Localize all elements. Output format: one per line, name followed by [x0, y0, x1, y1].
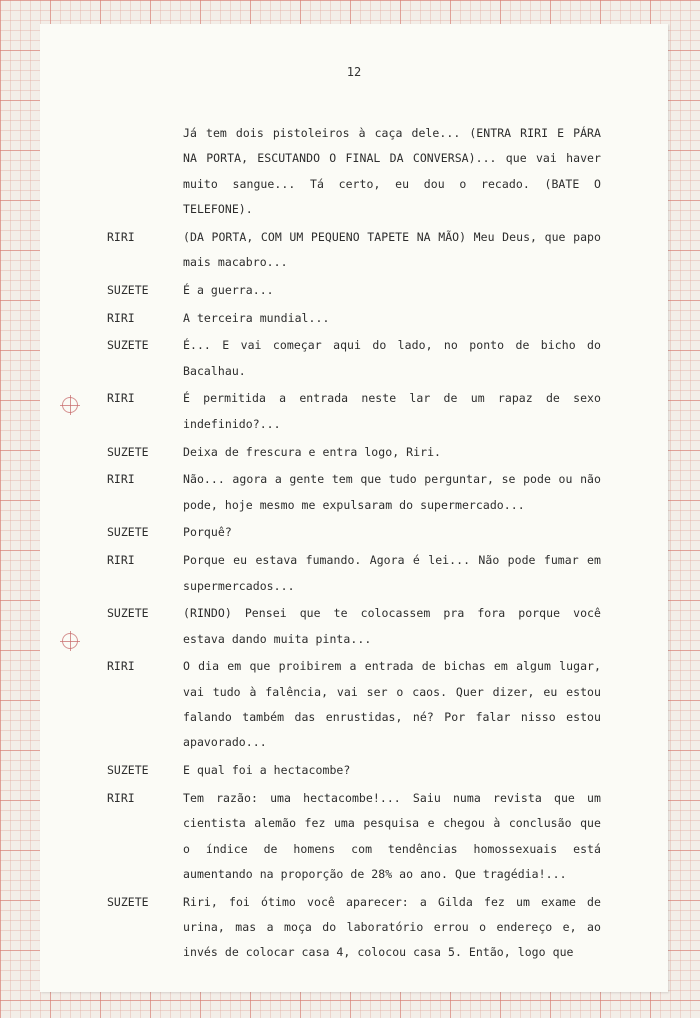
script-dialogue	[40, 121, 668, 966]
speech-text: A terceira mundial...	[183, 310, 330, 325]
speaker-name: RIRI	[107, 553, 135, 568]
speech-text: O dia em que proibirem a entrada de bichas em algum lugar, vai tudo à falência, vai ser o caos. Quer dizer, eu estou falando também das enrustidas, né? Por falar nisso estou apavorado...	[183, 659, 601, 750]
registration-mark-icon	[62, 397, 78, 413]
speech-text: (RINDO) Pensei que te colocassem pra fora porque você estava dando muita pinta...	[183, 606, 601, 646]
speech-text: (DA PORTA, COM UM PEQUENO TAPETE NA MÃO) Meu Deus, que papo mais macabro...	[183, 229, 601, 269]
page-number: 12	[346, 65, 362, 79]
dialogue-line	[40, 386, 668, 437]
registration-mark-icon	[62, 633, 78, 649]
dialogue-line	[40, 548, 668, 599]
speaker-name: SUZETE	[107, 894, 149, 909]
speaker-name: RIRI	[107, 659, 135, 674]
dialogue-line	[40, 654, 668, 755]
dialogue-line	[40, 121, 668, 222]
dialogue-line	[40, 333, 668, 384]
speech-text: Porquê?	[183, 525, 232, 540]
speaker-name: SUZETE	[107, 763, 149, 778]
dialogue-line	[40, 225, 668, 276]
speaker-name: SUZETE	[107, 606, 149, 621]
speech-text: Riri, foi ótimo você aparecer: a Gilda fez um exame de urina, mas a moça do laboratório errou o endereço e, ao invés de colocar casa 4, colocou casa 5. Então, logo que	[183, 894, 601, 960]
speaker-name: RIRI	[107, 391, 135, 406]
dialogue-line	[40, 601, 668, 652]
speech-text: Já tem dois pistoleiros à caça dele... (ENTRA RIRI E PÁRA NA PORTA, ESCUTANDO O FINAL DA CONVERSA)... que vai haver muito sangue... Tá certo, eu dou o recado. (BATE O TELEFONE).	[183, 126, 601, 216]
speech-text: Porque eu estava fumando. Agora é lei... Não pode fumar em supermercados...	[183, 553, 601, 593]
speaker-name: RIRI	[107, 472, 135, 487]
speaker-name: RIRI	[107, 790, 135, 805]
speech-text: É a guerra...	[183, 282, 274, 297]
speaker-name: SUZETE	[107, 444, 149, 459]
speaker-name: SUZETE	[107, 338, 149, 353]
typewritten-page	[40, 24, 668, 992]
speaker-name: SUZETE	[107, 282, 149, 297]
speech-text: E qual foi a hectacombe?	[183, 763, 351, 778]
dialogue-line	[40, 786, 668, 887]
speech-text: É permitida a entrada neste lar de um rapaz de sexo indefinido?...	[183, 391, 601, 431]
dialogue-line	[40, 440, 668, 465]
dialogue-line	[40, 467, 668, 518]
dialogue-line	[40, 758, 668, 783]
dialogue-line	[40, 890, 668, 966]
dialogue-line	[40, 520, 668, 545]
speaker-name: RIRI	[107, 310, 135, 325]
speech-text: É... E vai começar aqui do lado, no ponto de bicho do Bacalhau.	[183, 338, 601, 378]
dialogue-line	[40, 306, 668, 331]
speaker-name: SUZETE	[107, 525, 149, 540]
dialogue-line	[40, 278, 668, 303]
speech-text: Deixa de frescura e entra logo, Riri.	[183, 444, 442, 459]
speech-text: Tem razão: uma hectacombe!... Saiu numa revista que um cientista alemão fez uma pesquisa e chegou à conclusão que o índice de homens com tendências homossexuais está aumentando na proporção de 28% ao ano. Que tragédia!...	[183, 790, 601, 881]
speaker-name: RIRI	[107, 229, 135, 244]
speech-text: Não... agora a gente tem que tudo perguntar, se pode ou não pode, hoje mesmo me expulsaram do supermercado...	[183, 472, 601, 512]
